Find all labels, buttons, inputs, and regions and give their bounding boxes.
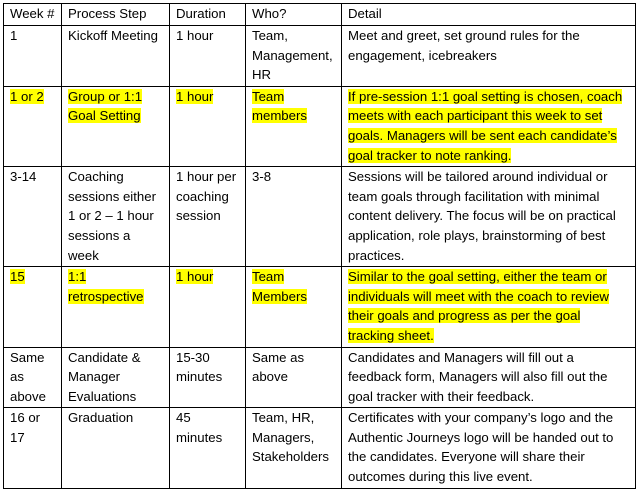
who-text: 3-8 <box>252 169 272 185</box>
duration-text: 1 hour <box>176 28 214 43</box>
week-cell <box>4 86 62 166</box>
process-step-cell <box>62 408 170 488</box>
detail-cell <box>342 26 636 87</box>
detail-cell <box>342 347 636 408</box>
process-step-text: Graduation <box>68 410 134 426</box>
process-step-text: Kickoff Meeting <box>68 28 158 43</box>
header-week: Week # <box>4 4 62 26</box>
coaching-schedule-table <box>3 3 636 489</box>
table-row <box>4 26 636 87</box>
week-cell <box>4 167 62 267</box>
table-row <box>4 167 636 267</box>
who-cell <box>246 86 342 166</box>
header-detail: Detail <box>342 4 636 26</box>
table-header-row <box>4 4 636 26</box>
week-text: 3-14 <box>10 169 37 185</box>
week-cell <box>4 26 62 87</box>
process-step-cell <box>62 167 170 267</box>
who-cell <box>246 26 342 87</box>
who-text: Team Members <box>252 269 307 304</box>
detail-cell <box>342 267 636 347</box>
detail-text: Certificates with your company’s logo and the Authentic Journeys logo will be handed out to the candidates. Everyone will share their outcomes during this live event. <box>348 410 614 485</box>
header-duration: Duration <box>170 4 246 26</box>
process-step-text: 1:1 retrospective <box>68 269 144 304</box>
header-process-step: Process Step <box>62 4 170 26</box>
detail-cell <box>342 86 636 166</box>
process-step-cell <box>62 267 170 347</box>
week-text: 1 or 2 <box>10 88 44 104</box>
detail-text: Candidates and Managers will fill out a feedback form, Managers will also fill out the goal tracker with their feedback. <box>348 349 608 404</box>
detail-cell <box>342 408 636 488</box>
week-cell <box>4 267 62 347</box>
who-text: Team members <box>252 88 307 124</box>
table-row <box>4 86 636 166</box>
who-cell <box>246 267 342 347</box>
duration-cell <box>170 408 246 488</box>
duration-text: 1 hour per coaching session <box>176 169 237 224</box>
duration-cell <box>170 86 246 166</box>
who-cell <box>246 167 342 267</box>
who-cell <box>246 408 342 488</box>
week-cell <box>4 408 62 488</box>
process-step-cell <box>62 347 170 408</box>
header-who: Who? <box>246 4 342 26</box>
table-row <box>4 267 636 347</box>
duration-cell <box>170 267 246 347</box>
process-step-text: Coaching sessions either 1 or 2 – 1 hour sessions a week <box>68 169 156 263</box>
duration-text: 1 hour <box>176 88 214 104</box>
duration-cell <box>170 347 246 408</box>
duration-text: 15-30 minutes <box>176 349 223 385</box>
duration-cell <box>170 26 246 87</box>
detail-text: Meet and greet, set ground rules for the engagement, icebreakers <box>348 28 580 63</box>
duration-text: 45 minutes <box>176 410 223 445</box>
detail-text: If pre-session 1:1 goal setting is chosen, coach meets with each participant this week to set goals. Managers will be sent each candidate’s goal tracker to note ranking. <box>348 88 623 163</box>
who-cell <box>246 347 342 408</box>
duration-text: 1 hour <box>176 269 214 285</box>
detail-text: Similar to the goal setting, either the team or individuals will meet with the coach to review their goals and progress as per the goal tracking sheet. <box>348 269 609 343</box>
detail-text: Sessions will be tailored around individual or team goals through facilitation with minimal content delivery. The focus will be on practical application, role plays, brainstorming of best practices. <box>348 169 616 263</box>
process-step-text: Candidate & Manager Evaluations <box>68 349 141 404</box>
table-row <box>4 408 636 488</box>
week-text: 1 <box>10 28 18 43</box>
week-text: Same as above <box>10 349 46 404</box>
week-text: 15 <box>10 269 25 285</box>
week-text: 16 or 17 <box>10 410 41 445</box>
process-step-cell <box>62 26 170 87</box>
duration-cell <box>170 167 246 267</box>
process-step-cell <box>62 86 170 166</box>
detail-cell <box>342 167 636 267</box>
table-row <box>4 347 636 408</box>
who-text: Team, HR, Managers, Stakeholders <box>252 410 329 465</box>
process-step-text: Group or 1:1 Goal Setting <box>68 88 143 124</box>
who-text: Same as above <box>252 349 305 385</box>
week-cell <box>4 347 62 408</box>
who-text: Team, Management, HR <box>252 28 333 83</box>
